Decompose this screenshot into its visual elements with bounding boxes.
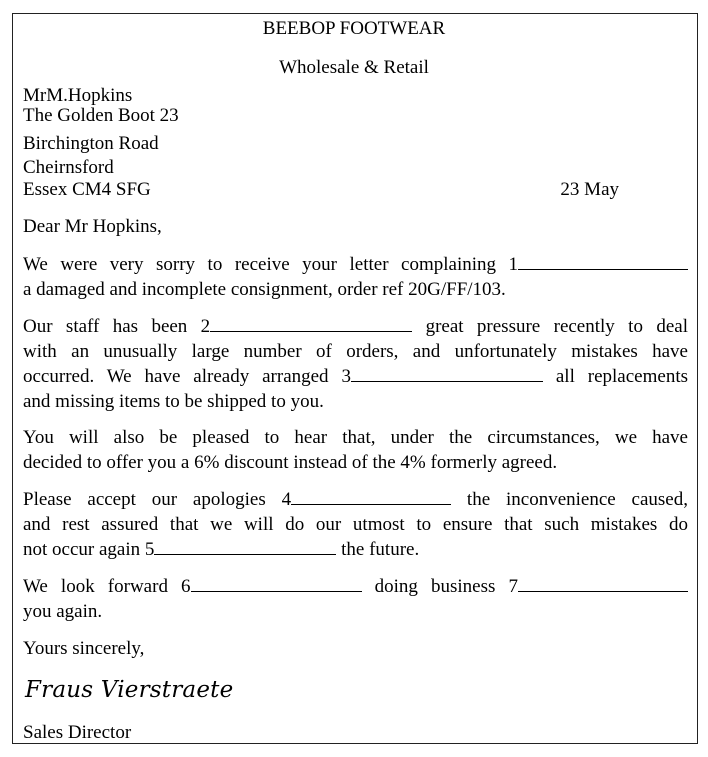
letter-date: 23 May: [560, 179, 619, 200]
recipient-line-2: Birchington Road: [23, 133, 159, 154]
paragraph-2-line-3: occurred. We have already arranged 3 all replacements: [23, 366, 688, 387]
company-name: BEEBOP FOOTWEAR: [262, 18, 446, 39]
recipient-line-1: The Golden Boot 23: [23, 105, 179, 126]
company-tagline: Wholesale & Retail: [279, 57, 429, 78]
recipient-name: MrM.Hopkins: [23, 85, 133, 106]
recipient-line-4: Essex CM4 SFG: [23, 179, 151, 200]
recipient-line-3: Cheirnsford: [23, 157, 114, 178]
paragraph-4-line-2: and rest assured that we will do our utmost to ensure that such mistakes do: [23, 514, 688, 535]
blank-5[interactable]: [154, 538, 336, 555]
paragraph-1-line-2: a damaged and incomplete consignment, order ref 20G/FF/103.: [23, 279, 506, 300]
paragraph-3-line-2: decided to offer you a 6% discount instead of the 4% formerly agreed.: [23, 452, 558, 473]
closing: Yours sincerely,: [23, 638, 145, 659]
signer-title: Sales Director: [23, 722, 132, 743]
blank-2[interactable]: [210, 315, 412, 332]
paragraph-3-line-1: You will also be pleased to hear that, under the circumstances, we have: [23, 427, 688, 448]
paragraph-1-line-1: We were very sorry to receive your letter complaining 1: [23, 253, 688, 277]
paragraph-4-line-1: Please accept our apologies 4 the inconvenience caused,: [23, 489, 688, 510]
blank-4[interactable]: [291, 488, 451, 505]
salutation: Dear Mr Hopkins,: [23, 216, 162, 237]
blank-7[interactable]: [518, 575, 688, 592]
paragraph-5-line-1: We look forward 6 doing business 7: [23, 575, 688, 599]
paragraph-2-line-1: Our staff has been 2 great pressure recently to deal: [23, 316, 688, 337]
blank-3[interactable]: [351, 365, 543, 382]
blank-6[interactable]: [191, 575, 362, 592]
paragraph-2-line-4: and missing items to be shipped to you.: [23, 391, 324, 412]
paragraph-5-line-2: you again.: [23, 601, 103, 622]
paragraph-4-line-3: not occur again 5 the future.: [23, 539, 420, 560]
blank-1[interactable]: [518, 253, 688, 270]
paragraph-2-line-2: with an unusually large number of orders, and unfortunately mistakes have: [23, 341, 688, 362]
signature: Fraus Vierstraete: [25, 677, 234, 703]
